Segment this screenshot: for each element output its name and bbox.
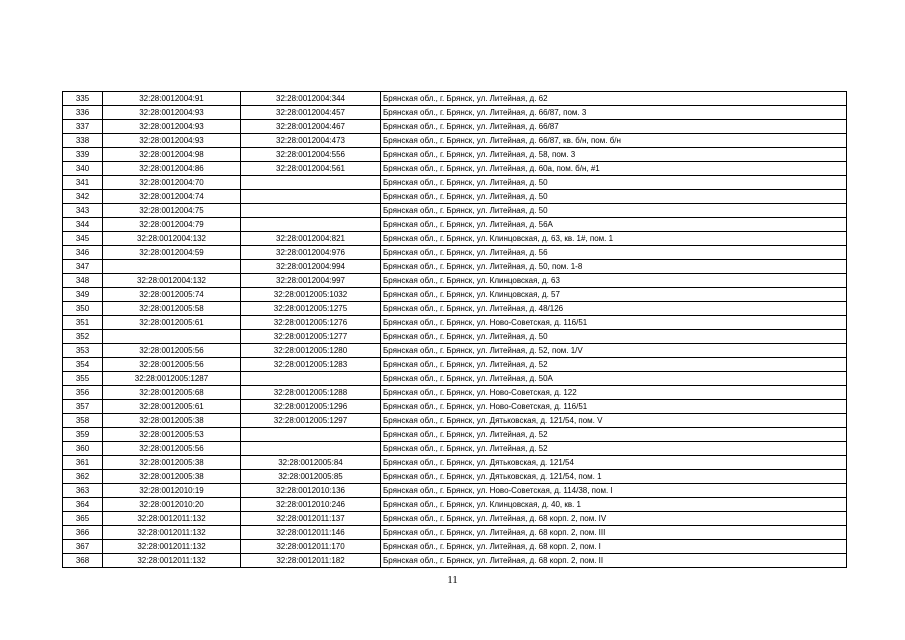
row-number-cell: 346	[63, 246, 103, 260]
row-number-cell: 368	[63, 554, 103, 568]
row-number-cell: 348	[63, 274, 103, 288]
address-cell: Брянская обл., г. Брянск, ул. Литейная, д. 56А	[381, 218, 847, 232]
land-cadastral-number-cell: 32:28:0012010:20	[103, 498, 241, 512]
table-row	[63, 512, 847, 526]
row-number-cell: 357	[63, 400, 103, 414]
land-cadastral-number-cell: 32:28:0012005:38	[103, 470, 241, 484]
table-row	[63, 498, 847, 512]
land-cadastral-number-cell: 32:28:0012004:98	[103, 148, 241, 162]
table-row	[63, 526, 847, 540]
object-cadastral-number-cell: 32:28:0012005:1275	[241, 302, 381, 316]
address-cell: Брянская обл., г. Брянск, ул. Литейная, д. 50, пом. 1-8	[381, 260, 847, 274]
land-cadastral-number-cell: 32:28:0012005:56	[103, 358, 241, 372]
object-cadastral-number-cell: 32:28:0012004:821	[241, 232, 381, 246]
object-cadastral-number-cell: 32:28:0012004:976	[241, 246, 381, 260]
row-number-cell: 340	[63, 162, 103, 176]
land-cadastral-number-cell: 32:28:0012005:58	[103, 302, 241, 316]
land-cadastral-number-cell: 32:28:0012005:61	[103, 400, 241, 414]
table-row	[63, 442, 847, 456]
address-cell: Брянская обл., г. Брянск, ул. Литейная, д. 50	[381, 330, 847, 344]
table-row	[63, 134, 847, 148]
table-row	[63, 106, 847, 120]
table-row	[63, 470, 847, 484]
address-cell: Брянская обл., г. Брянск, ул. Ново-Советская, д. 116/51	[381, 400, 847, 414]
land-cadastral-number-cell: 32:28:0012004:91	[103, 92, 241, 106]
table-row	[63, 540, 847, 554]
row-number-cell: 360	[63, 442, 103, 456]
object-cadastral-number-cell	[241, 442, 381, 456]
land-cadastral-number-cell: 32:28:0012004:79	[103, 218, 241, 232]
object-cadastral-number-cell: 32:28:0012005:1277	[241, 330, 381, 344]
object-cadastral-number-cell: 32:28:0012004:994	[241, 260, 381, 274]
registry-table-body	[63, 92, 847, 568]
address-cell: Брянская обл., г. Брянск, ул. Литейная, д. 50	[381, 176, 847, 190]
address-cell: Брянская обл., г. Брянск, ул. Литейная, д. 50А	[381, 372, 847, 386]
land-cadastral-number-cell: 32:28:0012004:75	[103, 204, 241, 218]
land-cadastral-number-cell: 32:28:0012005:68	[103, 386, 241, 400]
table-row	[63, 330, 847, 344]
table-row	[63, 484, 847, 498]
row-number-cell: 362	[63, 470, 103, 484]
row-number-cell: 347	[63, 260, 103, 274]
address-cell: Брянская обл., г. Брянск, ул. Ново-Советская, д. 122	[381, 386, 847, 400]
row-number-cell: 338	[63, 134, 103, 148]
table-row	[63, 218, 847, 232]
table-row	[63, 176, 847, 190]
object-cadastral-number-cell: 32:28:0012010:246	[241, 498, 381, 512]
table-row	[63, 260, 847, 274]
row-number-cell: 335	[63, 92, 103, 106]
table-row	[63, 288, 847, 302]
object-cadastral-number-cell: 32:28:0012005:1283	[241, 358, 381, 372]
address-cell: Брянская обл., г. Брянск, ул. Литейная, д. 66/87	[381, 120, 847, 134]
row-number-cell: 365	[63, 512, 103, 526]
row-number-cell: 344	[63, 218, 103, 232]
address-cell: Брянская обл., г. Брянск, ул. Литейная, д. 50	[381, 190, 847, 204]
table-row	[63, 190, 847, 204]
address-cell: Брянская обл., г. Брянск, ул. Литейная, д. 58, пом. 3	[381, 148, 847, 162]
row-number-cell: 364	[63, 498, 103, 512]
row-number-cell: 336	[63, 106, 103, 120]
table-row	[63, 246, 847, 260]
row-number-cell: 356	[63, 386, 103, 400]
land-cadastral-number-cell: 32:28:0012004:70	[103, 176, 241, 190]
object-cadastral-number-cell: 32:28:0012004:556	[241, 148, 381, 162]
land-cadastral-number-cell: 32:28:0012011:132	[103, 512, 241, 526]
address-cell: Брянская обл., г. Брянск, ул. Литейная, д. 50	[381, 204, 847, 218]
object-cadastral-number-cell	[241, 204, 381, 218]
object-cadastral-number-cell: 32:28:0012005:85	[241, 470, 381, 484]
address-cell: Брянская обл., г. Брянск, ул. Литейная, д. 56	[381, 246, 847, 260]
row-number-cell: 352	[63, 330, 103, 344]
address-cell: Брянская обл., г. Брянск, ул. Литейная, д. 66/87, кв. б/н, пом. б/н	[381, 134, 847, 148]
table-row	[63, 372, 847, 386]
land-cadastral-number-cell	[103, 330, 241, 344]
land-cadastral-number-cell: 32:28:0012005:74	[103, 288, 241, 302]
land-cadastral-number-cell: 32:28:0012011:132	[103, 526, 241, 540]
address-cell: Брянская обл., г. Брянск, ул. Литейная, д. 68 корп. 2, пом. III	[381, 526, 847, 540]
object-cadastral-number-cell	[241, 190, 381, 204]
address-cell: Брянская обл., г. Брянск, ул. Литейная, д. 66/87, пом. 3	[381, 106, 847, 120]
page-number: 11	[447, 574, 458, 586]
object-cadastral-number-cell: 32:28:0012011:170	[241, 540, 381, 554]
table-row	[63, 554, 847, 568]
row-number-cell: 363	[63, 484, 103, 498]
land-cadastral-number-cell: 32:28:0012005:61	[103, 316, 241, 330]
address-cell: Брянская обл., г. Брянск, ул. Дятьковская, д. 121/54	[381, 456, 847, 470]
row-number-cell: 367	[63, 540, 103, 554]
table-row	[63, 344, 847, 358]
row-number-cell: 345	[63, 232, 103, 246]
row-number-cell: 353	[63, 344, 103, 358]
land-cadastral-number-cell	[103, 260, 241, 274]
property-registry-table	[62, 91, 847, 568]
land-cadastral-number-cell: 32:28:0012004:132	[103, 274, 241, 288]
table-row	[63, 162, 847, 176]
table-row	[63, 204, 847, 218]
row-number-cell: 339	[63, 148, 103, 162]
land-cadastral-number-cell: 32:28:0012004:93	[103, 106, 241, 120]
row-number-cell: 366	[63, 526, 103, 540]
object-cadastral-number-cell: 32:28:0012004:561	[241, 162, 381, 176]
object-cadastral-number-cell	[241, 176, 381, 190]
object-cadastral-number-cell: 32:28:0012005:1296	[241, 400, 381, 414]
object-cadastral-number-cell: 32:28:0012004:997	[241, 274, 381, 288]
land-cadastral-number-cell: 32:28:0012011:132	[103, 554, 241, 568]
address-cell: Брянская обл., г. Брянск, ул. Литейная, д. 62	[381, 92, 847, 106]
table-row	[63, 428, 847, 442]
land-cadastral-number-cell: 32:28:0012011:132	[103, 540, 241, 554]
address-cell: Брянская обл., г. Брянск, ул. Литейная, д. 52	[381, 442, 847, 456]
address-cell: Брянская обл., г. Брянск, ул. Дятьковская, д. 121/54, пом. 1	[381, 470, 847, 484]
table-row	[63, 274, 847, 288]
row-number-cell: 361	[63, 456, 103, 470]
object-cadastral-number-cell: 32:28:0012005:1280	[241, 344, 381, 358]
object-cadastral-number-cell: 32:28:0012004:344	[241, 92, 381, 106]
table-row	[63, 358, 847, 372]
row-number-cell: 341	[63, 176, 103, 190]
address-cell: Брянская обл., г. Брянск, ул. Клинцовская, д. 63, кв. 1#, пом. 1	[381, 232, 847, 246]
table-row	[63, 414, 847, 428]
address-cell: Брянская обл., г. Брянск, ул. Ново-Советская, д. 114/38, пом. I	[381, 484, 847, 498]
object-cadastral-number-cell: 32:28:0012010:136	[241, 484, 381, 498]
land-cadastral-number-cell: 32:28:0012004:132	[103, 232, 241, 246]
address-cell: Брянская обл., г. Брянск, ул. Дятьковская, д. 121/54, пом. V	[381, 414, 847, 428]
row-number-cell: 355	[63, 372, 103, 386]
table-row	[63, 456, 847, 470]
address-cell: Брянская обл., г. Брянск, ул. Литейная, д. 68 корп. 2, пом. IV	[381, 512, 847, 526]
object-cadastral-number-cell	[241, 428, 381, 442]
land-cadastral-number-cell: 32:28:0012005:53	[103, 428, 241, 442]
table-row	[63, 120, 847, 134]
address-cell: Брянская обл., г. Брянск, ул. Литейная, д. 52	[381, 428, 847, 442]
object-cadastral-number-cell	[241, 218, 381, 232]
object-cadastral-number-cell: 32:28:0012004:457	[241, 106, 381, 120]
row-number-cell: 342	[63, 190, 103, 204]
land-cadastral-number-cell: 32:28:0012004:59	[103, 246, 241, 260]
table-row	[63, 386, 847, 400]
object-cadastral-number-cell: 32:28:0012011:146	[241, 526, 381, 540]
land-cadastral-number-cell: 32:28:0012004:93	[103, 134, 241, 148]
land-cadastral-number-cell: 32:28:0012005:56	[103, 442, 241, 456]
row-number-cell: 349	[63, 288, 103, 302]
land-cadastral-number-cell: 32:28:0012005:56	[103, 344, 241, 358]
land-cadastral-number-cell: 32:28:0012005:38	[103, 414, 241, 428]
object-cadastral-number-cell: 32:28:0012005:1297	[241, 414, 381, 428]
address-cell: Брянская обл., г. Брянск, ул. Литейная, д. 68 корп. 2, пом. I	[381, 540, 847, 554]
object-cadastral-number-cell: 32:28:0012004:473	[241, 134, 381, 148]
object-cadastral-number-cell: 32:28:0012011:182	[241, 554, 381, 568]
land-cadastral-number-cell: 32:28:0012005:38	[103, 456, 241, 470]
table-row	[63, 232, 847, 246]
row-number-cell: 354	[63, 358, 103, 372]
land-cadastral-number-cell: 32:28:0012010:19	[103, 484, 241, 498]
row-number-cell: 337	[63, 120, 103, 134]
object-cadastral-number-cell: 32:28:0012005:1032	[241, 288, 381, 302]
object-cadastral-number-cell	[241, 372, 381, 386]
address-cell: Брянская обл., г. Брянск, ул. Литейная, д. 52	[381, 358, 847, 372]
row-number-cell: 350	[63, 302, 103, 316]
row-number-cell: 343	[63, 204, 103, 218]
address-cell: Брянская обл., г. Брянск, ул. Литейная, д. 48/126	[381, 302, 847, 316]
table-row	[63, 92, 847, 106]
row-number-cell: 351	[63, 316, 103, 330]
address-cell: Брянская обл., г. Брянск, ул. Клинцовская, д. 40, кв. 1	[381, 498, 847, 512]
address-cell: Брянская обл., г. Брянск, ул. Клинцовская, д. 57	[381, 288, 847, 302]
land-cadastral-number-cell: 32:28:0012004:86	[103, 162, 241, 176]
table-row	[63, 302, 847, 316]
table-row	[63, 148, 847, 162]
object-cadastral-number-cell: 32:28:0012011:137	[241, 512, 381, 526]
object-cadastral-number-cell: 32:28:0012005:84	[241, 456, 381, 470]
table-row	[63, 316, 847, 330]
land-cadastral-number-cell: 32:28:0012004:74	[103, 190, 241, 204]
land-cadastral-number-cell: 32:28:0012005:1287	[103, 372, 241, 386]
address-cell: Брянская обл., г. Брянск, ул. Литейная, д. 52, пом. 1/V	[381, 344, 847, 358]
object-cadastral-number-cell: 32:28:0012005:1288	[241, 386, 381, 400]
address-cell: Брянская обл., г. Брянск, ул. Литейная, д. 60а, пом. б/н, #1	[381, 162, 847, 176]
address-cell: Брянская обл., г. Брянск, ул. Клинцовская, д. 63	[381, 274, 847, 288]
land-cadastral-number-cell: 32:28:0012004:93	[103, 120, 241, 134]
table-row	[63, 400, 847, 414]
row-number-cell: 359	[63, 428, 103, 442]
row-number-cell: 358	[63, 414, 103, 428]
address-cell: Брянская обл., г. Брянск, ул. Литейная, д. 68 корп. 2, пом. II	[381, 554, 847, 568]
object-cadastral-number-cell: 32:28:0012004:467	[241, 120, 381, 134]
address-cell: Брянская обл., г. Брянск, ул. Ново-Советская, д. 116/51	[381, 316, 847, 330]
object-cadastral-number-cell: 32:28:0012005:1276	[241, 316, 381, 330]
